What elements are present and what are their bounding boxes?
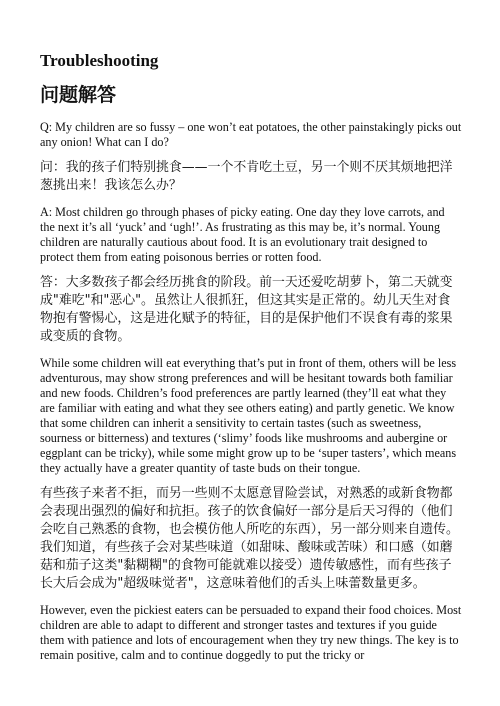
preferences-paragraph-chinese: 有些孩子来者不拒，而另一些则不太愿意冒险尝试，对熟悉的或新食物都会表现出强烈的偏好和抗拒。孩子的饮食偏好一部分是后天习得的（他们会吃自己熟悉的食物，也会模仿他人所吃的东西），另一部分则来自遗传。我们知道，有些孩子会对某些味道（如甜味、酸味或苦味）和口感（如蘑菇和茄子这类"黏糊糊"的食物可能就难以接受）遗传敏感性，而有些孩子长大后会成为"超级味觉者"，这意味着他们的舌头上味蕾数量更多。 <box>40 486 459 591</box>
answer-chinese: 答：大多数孩子都会经历挑食的阶段。前一天还爱吃胡萝卜，第二天就变成"难吃"和"恶心"。虽然让人很抓狂，但这其实是正常的。幼儿天生对食物抱有警惕心，这是进化赋予的特征，目的是保护他们不误食有毒的浆果或变质的食物。 <box>40 275 453 344</box>
heading-english: Troubleshooting <box>40 51 159 70</box>
persuasion-paragraph-english: However, even the pickiest eaters can be persuaded to expand their food choices. Most children are able to adapt to different and stronger tastes and textures if you guide them with patience and lots of encouragement when they try new things. The key is to remain positive, calm and to continue doggedly to put the tricky or <box>40 603 462 662</box>
question-chinese: 问：我的孩子们特别挑食——一个不肯吃土豆，另一个则不厌其烦地把洋葱挑出来！我该怎么办？ <box>40 160 453 193</box>
question-english: Q: My children are so fussy – one won’t eat potatoes, the other painstakingly picks out any onion! What can I do? <box>40 120 462 149</box>
preferences-paragraph-english: While some children will eat everything that’s put in front of them, others will be less adventurous, may show strong preferences and will be hesitant towards both familiar and new foods. Children’s food preferences are partly learned (they’ll eat what they are familiar with eating and what they see others eating) and partly genetic. We know that some children can inherit a sensitivity to certain tastes (such as sweetness, sourness or bitterness) and textures (‘slimy’ foods like mushrooms and aubergine or eggplant can be tricky), while some might grow up to be ‘super tasters’, which means they actually have a greater quantity of taste buds on their tongue. <box>40 356 457 475</box>
heading-chinese: 问题解答 <box>40 84 117 106</box>
answer-english: A: Most children go through phases of picky eating. One day they love carrots, and the next it’s all ‘yuck’ and ‘ugh!’. As frustrating as this may be, it’s normal. Young children are naturally cautious about food. It is an evolutionary trait designed to protect them from eating poisonous berries or rotten food. <box>40 205 445 264</box>
